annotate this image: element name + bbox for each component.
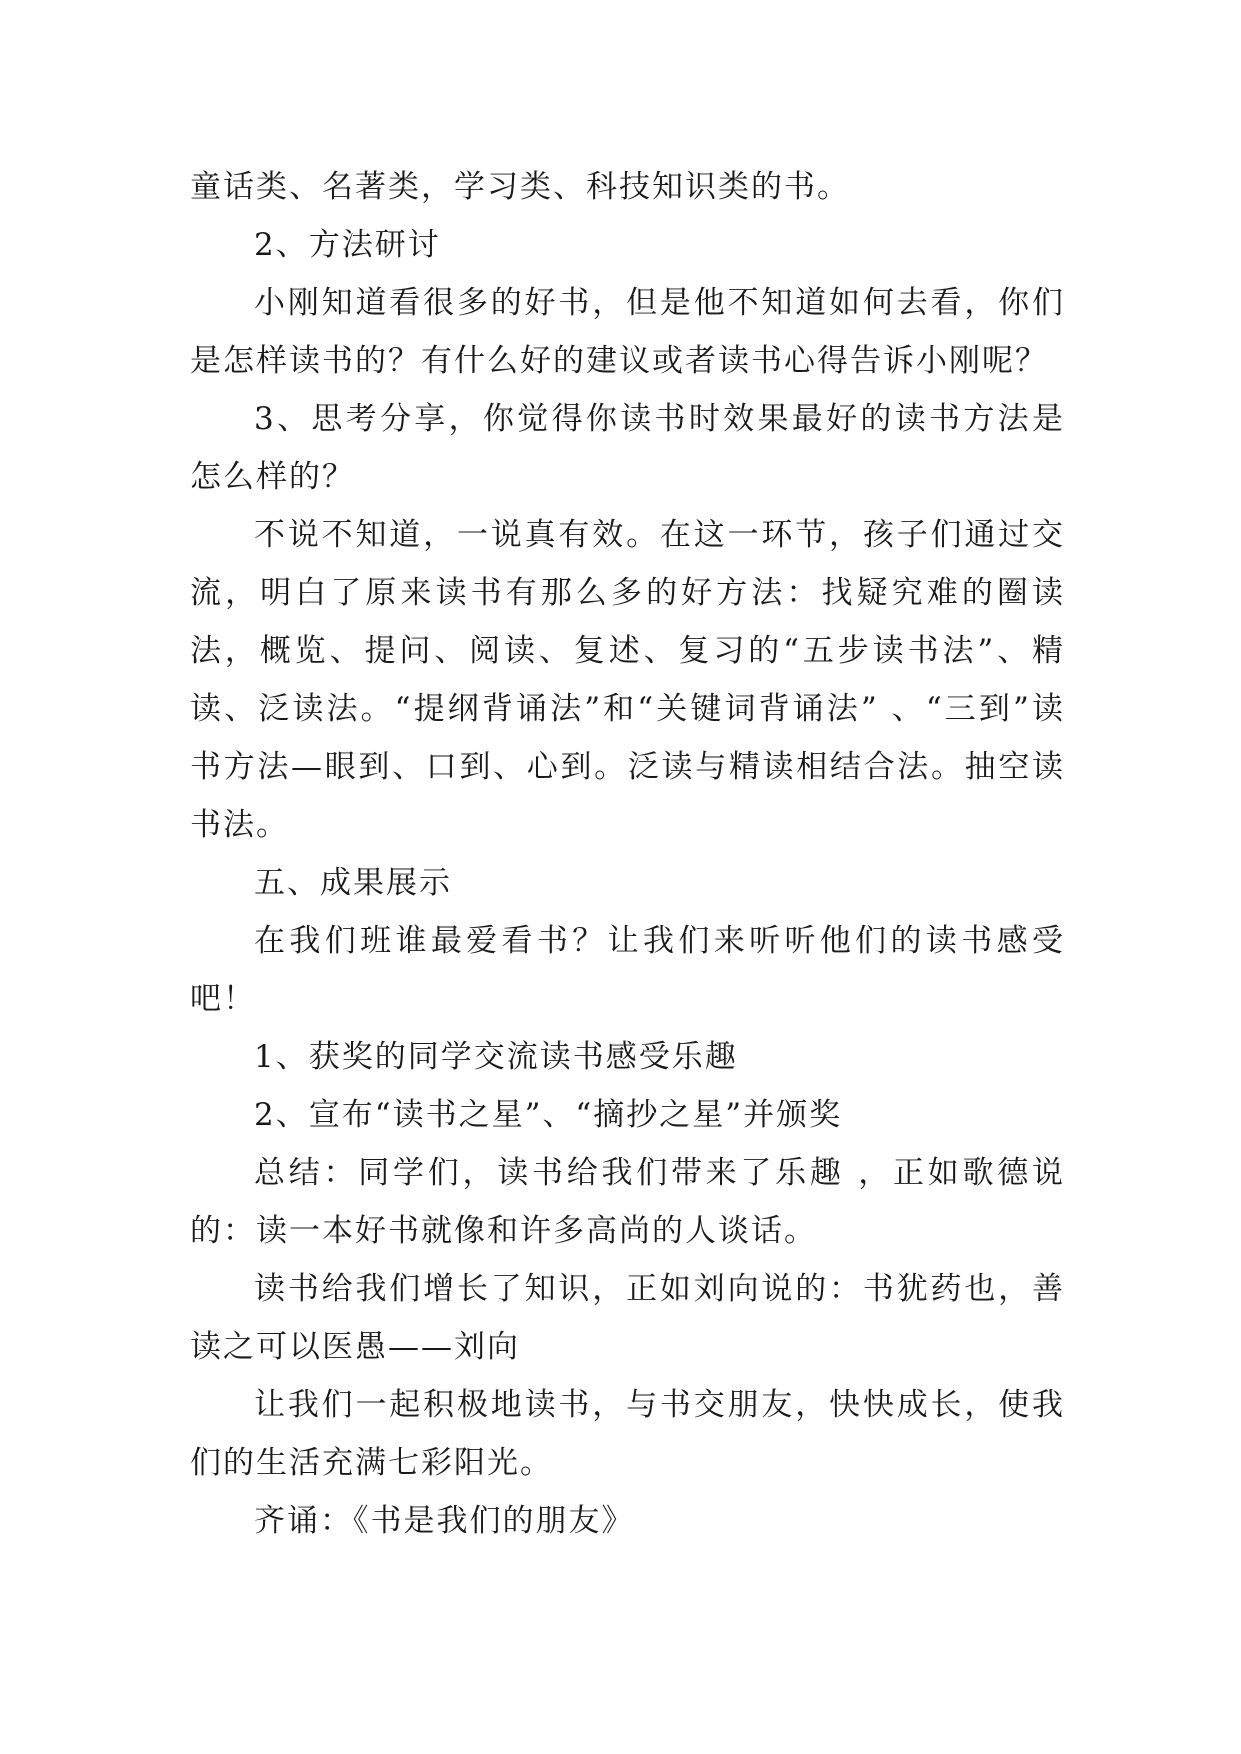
paragraph-recite-together: 齐诵：《书是我们的朋友》 (254, 1503, 635, 1539)
paragraph-reading-methods: 不说不知道，一说真有效。在这一环节，孩子们通过交流，明白了原来读书有那么多的好方法：找疑究难的圈读法，概览、提问、阅读、复述、复习的“五步读书法”、精读、泛读法。“提纲背诵法”和“关键词背诵法” 、“三到”读书方法—眼到、口到、心到。泛读与精读相结合法。抽空读书法。 (190, 517, 1065, 843)
paragraph-summary-goethe: 总结：同学们，读书给我们带来了乐趣 ，正如歌德说的：读一本好书就像和许多高尚的人谈话。 (190, 1155, 1065, 1249)
paragraph-liu-xiang: 读书给我们增长了知识，正如刘向说的：书犹药也，善读之可以医愚——刘向 (190, 1271, 1065, 1365)
item-award-exchange: 1、获奖的同学交流读书感受乐趣 (254, 1039, 738, 1075)
paragraph-who-loves-reading: 在我们班谁最爱看书？让我们来听听他们的读书感受吧！ (190, 923, 1065, 1017)
heading-method-discussion: 2、方法研讨 (254, 227, 441, 263)
paragraph-book-types: 童话类、名著类，学习类、科技知识类的书。 (190, 169, 850, 205)
item-announce-stars: 2、宣布“读书之星”、“摘抄之星”并颁奖 (254, 1097, 843, 1133)
heading-results-display: 五、成果展示 (254, 865, 452, 901)
paragraph-think-share: 3、思考分享，你觉得你读书时效果最好的读书方法是怎么样的？ (190, 401, 1065, 495)
paragraph-xiaogang-question: 小刚知道看很多的好书，但是他不知道如何去看，你们是怎样读书的？有什么好的建议或者读书心得告诉小刚呢？ (190, 285, 1065, 379)
paragraph-read-together: 让我们一起积极地读书，与书交朋友，快快成长，使我们的生活充满七彩阳光。 (190, 1387, 1065, 1481)
document-body (190, 158, 1065, 1550)
